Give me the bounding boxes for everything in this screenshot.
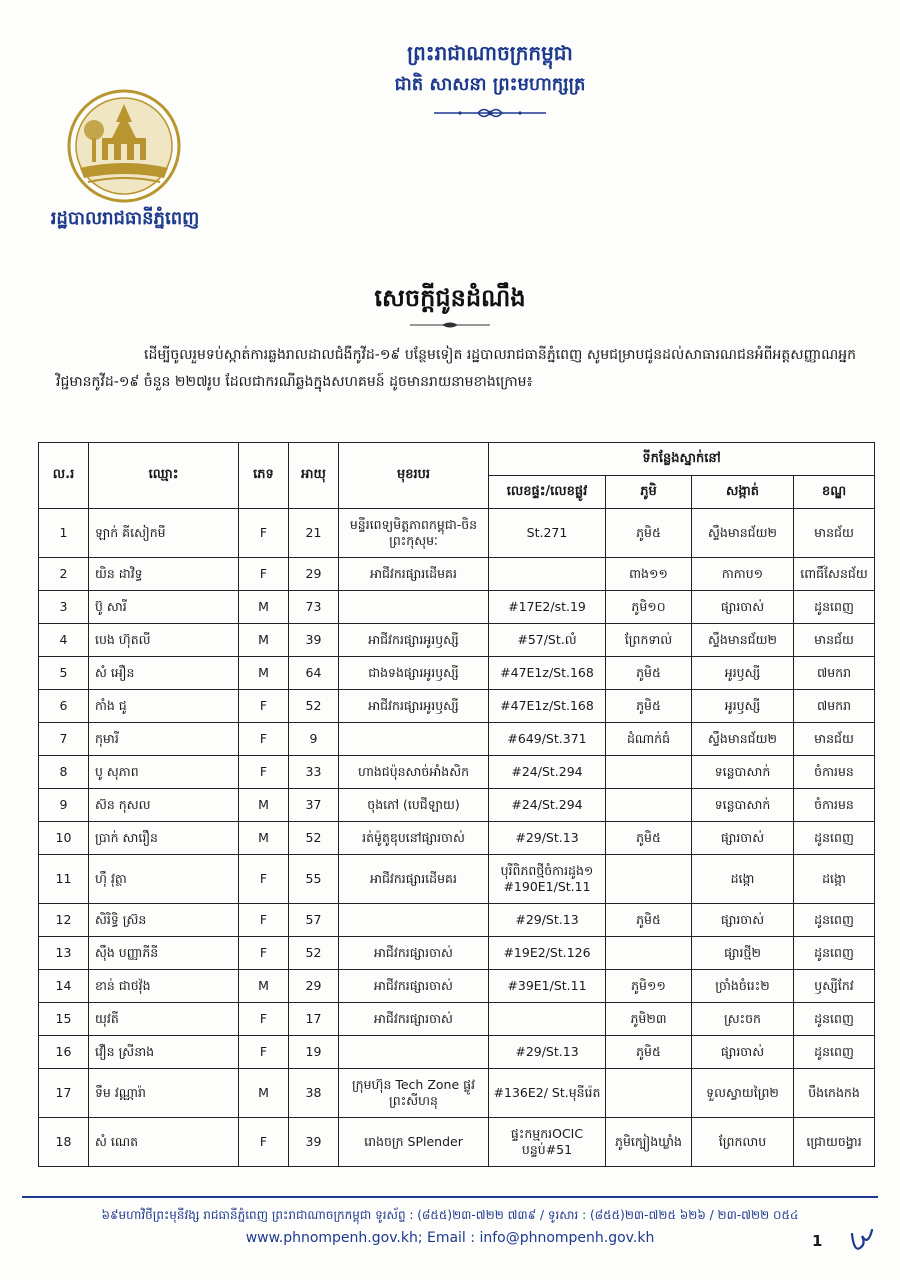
cell-name: ហ៊ឹ វុត្ថា (89, 855, 239, 904)
cell-name: ខាន់ ជាថវ៉ុង (89, 970, 239, 1003)
cell-commune: ស្ទឹងមានជ័យ២ (692, 624, 794, 657)
cell-age: 17 (289, 1003, 339, 1036)
cell-village: ភូមិ២៣ (606, 1003, 692, 1036)
cell-age: 57 (289, 904, 339, 937)
cell-no: 1 (39, 509, 89, 558)
cases-table (38, 442, 875, 1167)
cell-age: 37 (289, 789, 339, 822)
cell-district: ដូនពេញ (794, 591, 875, 624)
cell-district: ៧មករា (794, 690, 875, 723)
cell-occupation: អាជីវករផ្សារដើមគរ (339, 558, 489, 591)
cell-sex: F (239, 723, 289, 756)
cell-age: 39 (289, 624, 339, 657)
kingdom-name: ព្រះរាជាណាចក្រកម្ពុជា (407, 41, 573, 65)
table-row (39, 855, 875, 904)
cell-occupation: ក្រុមហ៊ុន Tech Zone ផ្លូវព្រះសីហនុ (339, 1069, 489, 1118)
authority-name: រដ្ឋបាលរាជធានីភ្នំពេញ (50, 208, 200, 229)
cell-sex: M (239, 1069, 289, 1118)
table-row (39, 904, 875, 937)
cell-commune: ទួលស្វាយព្រៃ២ (692, 1069, 794, 1118)
cell-name: បូ សុភាព (89, 756, 239, 789)
ornament-divider-icon (430, 106, 550, 120)
col-header-name: ឈ្មោះ (89, 443, 239, 509)
cell-sex: F (239, 509, 289, 558)
cell-no: 7 (39, 723, 89, 756)
col-header-age: អាយុ (289, 443, 339, 509)
cell-village: ភូមិ១១ (606, 970, 692, 1003)
cell-village: ភូមិ១០ (606, 591, 692, 624)
cell-occupation: ចុងភៅ (បេជីឡាយ) (339, 789, 489, 822)
cell-district: មានជ័យ (794, 624, 875, 657)
cell-village: ភូមិ៥ (606, 904, 692, 937)
table-row (39, 937, 875, 970)
cell-house-street (489, 1003, 606, 1036)
cell-house-street (489, 558, 606, 591)
title-flourish-icon (408, 320, 492, 330)
cell-no: 9 (39, 789, 89, 822)
cell-district: ពោធិ៍សែនជ័យ (794, 558, 875, 591)
cell-no: 10 (39, 822, 89, 855)
cell-commune: ផ្សារថ្មី២ (692, 937, 794, 970)
cell-occupation: អាជីវករផ្សារអូរឫស្សី (339, 690, 489, 723)
cell-commune: កាកាប១ (692, 558, 794, 591)
cell-occupation (339, 591, 489, 624)
page-number: 1 (812, 1232, 823, 1250)
cell-commune: ស្ទឹងមានជ័យ២ (692, 509, 794, 558)
cell-district: បឹងកេងកង (794, 1069, 875, 1118)
cell-commune: ដង្កោ (692, 855, 794, 904)
cell-sex: F (239, 756, 289, 789)
cell-no: 12 (39, 904, 89, 937)
cell-commune: ទន្លេបាសាក់ (692, 756, 794, 789)
cell-commune: ផ្សារចាស់ (692, 822, 794, 855)
cell-village: ភូមិ៥ (606, 509, 692, 558)
cell-commune: ស្រះចក (692, 1003, 794, 1036)
cell-name: យុវតី (89, 1003, 239, 1036)
cell-occupation (339, 1036, 489, 1069)
table-row (39, 657, 875, 690)
cell-name: ប៊ូ សារី (89, 591, 239, 624)
cell-sex: M (239, 591, 289, 624)
cell-no: 8 (39, 756, 89, 789)
cell-district: មានជ័យ (794, 723, 875, 756)
col-header-commune: សង្កាត់ (692, 476, 794, 509)
cell-commune: ផ្សារចាស់ (692, 591, 794, 624)
cell-sex: F (239, 1118, 289, 1167)
cell-commune: អូរឫស្សី (692, 690, 794, 723)
cell-sex: F (239, 904, 289, 937)
table-row (39, 756, 875, 789)
table-row (39, 509, 875, 558)
cell-sex: F (239, 1036, 289, 1069)
cell-house-street: #47E1z/St.168 (489, 690, 606, 723)
footer-divider (22, 1196, 878, 1198)
cell-district: ចំការមន (794, 756, 875, 789)
cell-district: ដង្កោ (794, 855, 875, 904)
cell-village (606, 756, 692, 789)
cell-occupation: រោងចក្រ SPlender (339, 1118, 489, 1167)
cell-occupation: អាជីវករផ្សារអូរឫស្សី (339, 624, 489, 657)
table-row (39, 1118, 875, 1167)
cell-house-street: បុរីពិភពថ្មីចំការដូង១ #190E1/St.11 (489, 855, 606, 904)
cell-no: 15 (39, 1003, 89, 1036)
cell-occupation (339, 904, 489, 937)
col-header-no: ល.រ (39, 443, 89, 509)
cell-commune: ស្ទឹងមានជ័យ២ (692, 723, 794, 756)
cell-name: សំ ណេត (89, 1118, 239, 1167)
cell-village (606, 855, 692, 904)
cell-village (606, 789, 692, 822)
col-header-occupation: មុខរបរ (339, 443, 489, 509)
cell-occupation: ហាងជប៉ុនសាច់អាំងសិក (339, 756, 489, 789)
footer-web-email: www.phnompenh.gov.kh; Email : info@phnompenh.gov.kh (245, 1230, 655, 1246)
cell-age: 52 (289, 690, 339, 723)
cell-name: សិរិទ្ធិ ស្រ៊ន (89, 904, 239, 937)
cell-name: ឡាក់ គីសៀកមី (89, 509, 239, 558)
cell-age: 38 (289, 1069, 339, 1118)
cell-house-street: #649/St.371 (489, 723, 606, 756)
cell-no: 5 (39, 657, 89, 690)
cell-sex: F (239, 1003, 289, 1036)
cell-sex: F (239, 937, 289, 970)
cell-village: ភូមិ៥ (606, 1036, 692, 1069)
cell-village: ដំណាក់ធំ (606, 723, 692, 756)
cell-village: ភូមិ៥ (606, 690, 692, 723)
cell-age: 55 (289, 855, 339, 904)
cell-no: 2 (39, 558, 89, 591)
cell-district: ៧មករា (794, 657, 875, 690)
cell-age: 29 (289, 558, 339, 591)
intro-paragraph: ដើម្បីចូលរួមទប់ស្កាត់ការឆ្លងរាលដាលជំងឺកូវីដ-១៩ បន្ថែមទៀត រដ្ឋបាលរាជធានីភ្នំពេញ សូមជម្រាបជូនដល់សាធារណជនអំពីអត្តសញ្ញាណអ្នកវិជ្ជមានកូវីដ-១៩ ចំនួន ២២៧រូប ដែលជាករណីឆ្លងក្នុងសហគមន៍ ដូចមានរាយនាមខាងក្រោម៖ (56, 347, 856, 390)
cell-sex: M (239, 789, 289, 822)
cell-name: ស៊ឹង បញ្ញាភីនី (89, 937, 239, 970)
cell-house-street: #24/St.294 (489, 756, 606, 789)
cell-age: 19 (289, 1036, 339, 1069)
table-row (39, 558, 875, 591)
letterhead (250, 38, 730, 120)
cell-occupation: មន្ទីរពេទ្យមិត្តភាពកម្ពុជា-ចិនព្រះកុសុមៈ (339, 509, 489, 558)
cell-no: 16 (39, 1036, 89, 1069)
cell-age: 52 (289, 937, 339, 970)
cell-sex: F (239, 855, 289, 904)
cell-name: កាំង ជូ (89, 690, 239, 723)
cell-district: ដូនពេញ (794, 937, 875, 970)
cell-house-street: #19E2/St.126 (489, 937, 606, 970)
col-header-sex: ភេទ (239, 443, 289, 509)
cell-sex: F (239, 558, 289, 591)
cell-commune: ព្រែកលាប (692, 1118, 794, 1167)
footer-address: ៦៩មហាវិថីព្រះមុនីវង្ស រាជធានីភ្នំពេញ ព្រះរាជាណាចក្រកម្ពុជា ទូរស័ព្ទ : (៨៥៥)២៣-៧២២ ៧៣៩ / ទូរសារ : (៨៥៥)២៣-៧២៥ ៦២៦ / ២៣-៧២២ ០៥៤ (101, 1208, 799, 1222)
col-header-house-street: លេខផ្ទះ/លេខផ្លូវ (489, 476, 606, 509)
cell-house-street: ផ្ទះកម្មករOCIC បន្ទប់#51 (489, 1118, 606, 1167)
cell-house-street: #29/St.13 (489, 822, 606, 855)
cell-village: ពាង១១ (606, 558, 692, 591)
cell-occupation: ជាងទងផ្សារអូរឫស្សី (339, 657, 489, 690)
cell-sex: M (239, 657, 289, 690)
cell-name: កុមារី (89, 723, 239, 756)
cell-age: 21 (289, 509, 339, 558)
cell-age: 52 (289, 822, 339, 855)
table-row (39, 970, 875, 1003)
cell-sex: M (239, 822, 289, 855)
cell-name: សំ អឿន (89, 657, 239, 690)
cell-occupation: អាជីវករផ្សារចាស់ (339, 937, 489, 970)
cell-house-street: #57/St.លំ (489, 624, 606, 657)
cell-no: 14 (39, 970, 89, 1003)
cell-age: 33 (289, 756, 339, 789)
table-row (39, 690, 875, 723)
national-motto: ជាតិ សាសនា ព្រះមហាក្សត្រ (394, 74, 586, 95)
cell-commune: ច្រាំងចំរេះ២ (692, 970, 794, 1003)
cell-no: 6 (39, 690, 89, 723)
table-row (39, 822, 875, 855)
col-header-village: ភូមិ (606, 476, 692, 509)
cell-occupation (339, 723, 489, 756)
cell-name: យិន ដាវិទ្ធ (89, 558, 239, 591)
cell-house-street: #24/St.294 (489, 789, 606, 822)
cell-name: បេង ហ៊ុតលី (89, 624, 239, 657)
cell-no: 18 (39, 1118, 89, 1167)
table-row (39, 1036, 875, 1069)
cell-district: ដូនពេញ (794, 822, 875, 855)
cell-name: វឿន ស្រីនាង (89, 1036, 239, 1069)
cell-house-street: #29/St.13 (489, 1036, 606, 1069)
cell-village: ភូមិក្បៀងឃ្លាំង (606, 1118, 692, 1167)
cell-village: ភូមិ៥ (606, 657, 692, 690)
cell-no: 11 (39, 855, 89, 904)
cell-name: ទឹម វណ្ណារ៉ា (89, 1069, 239, 1118)
cases-table-body (39, 509, 875, 1167)
cell-name: ស៊ន កុសល (89, 789, 239, 822)
table-row (39, 624, 875, 657)
cell-district: ដូនពេញ (794, 904, 875, 937)
cell-house-street: St.271 (489, 509, 606, 558)
cell-house-street: #136E2/ St.មុនីរ៉េត (489, 1069, 606, 1118)
cell-village: ព្រែកទាល់ (606, 624, 692, 657)
cell-district: មានជ័យ (794, 509, 875, 558)
cell-age: 64 (289, 657, 339, 690)
table-row (39, 789, 875, 822)
cell-age: 29 (289, 970, 339, 1003)
cell-district: ដូនពេញ (794, 1036, 875, 1069)
cell-village (606, 937, 692, 970)
page-title: សេចក្ដីជូនដំណឹង (374, 284, 526, 312)
cell-district: ដូនពេញ (794, 1003, 875, 1036)
cell-occupation: រត់ម៉ូតូឌុបនៅផ្សារចាស់ (339, 822, 489, 855)
cell-village: ភូមិ៥ (606, 822, 692, 855)
cell-commune: ទន្លេបាសាក់ (692, 789, 794, 822)
cell-district: ចំការមន (794, 789, 875, 822)
col-header-district: ខណ្ឌ (794, 476, 875, 509)
cell-name: ប្រាក់ សារឿន (89, 822, 239, 855)
table-row (39, 1069, 875, 1118)
cell-occupation: អាជីវករផ្សារដើមគរ (339, 855, 489, 904)
cell-no: 4 (39, 624, 89, 657)
cell-age: 73 (289, 591, 339, 624)
cell-no: 3 (39, 591, 89, 624)
cell-sex: M (239, 624, 289, 657)
cell-commune: ផ្សារចាស់ (692, 1036, 794, 1069)
cell-village (606, 1069, 692, 1118)
cell-occupation: អាជីវករផ្សារចាស់ (339, 1003, 489, 1036)
col-header-residence: ទីកន្លែងស្នាក់នៅ (489, 443, 875, 476)
cell-sex: M (239, 970, 289, 1003)
table-row (39, 723, 875, 756)
cell-district: ជ្រោយចង្វារ (794, 1118, 875, 1167)
table-row (39, 591, 875, 624)
cell-age: 9 (289, 723, 339, 756)
cell-house-street: #47E1z/St.168 (489, 657, 606, 690)
cell-house-street: #17E2/st.19 (489, 591, 606, 624)
cell-occupation: អាជីវករផ្សារចាស់ (339, 970, 489, 1003)
cell-no: 13 (39, 937, 89, 970)
handwritten-initials-icon (848, 1226, 876, 1256)
cell-district: ឫស្សីកែវ (794, 970, 875, 1003)
cell-age: 39 (289, 1118, 339, 1167)
cell-sex: F (239, 690, 289, 723)
cell-commune: អូរឫស្សី (692, 657, 794, 690)
cell-house-street: #29/St.13 (489, 904, 606, 937)
cell-house-street: #39E1/St.11 (489, 970, 606, 1003)
phnom-penh-seal-logo (66, 88, 182, 204)
table-row (39, 1003, 875, 1036)
cell-commune: ផ្សារចាស់ (692, 904, 794, 937)
cell-no: 17 (39, 1069, 89, 1118)
